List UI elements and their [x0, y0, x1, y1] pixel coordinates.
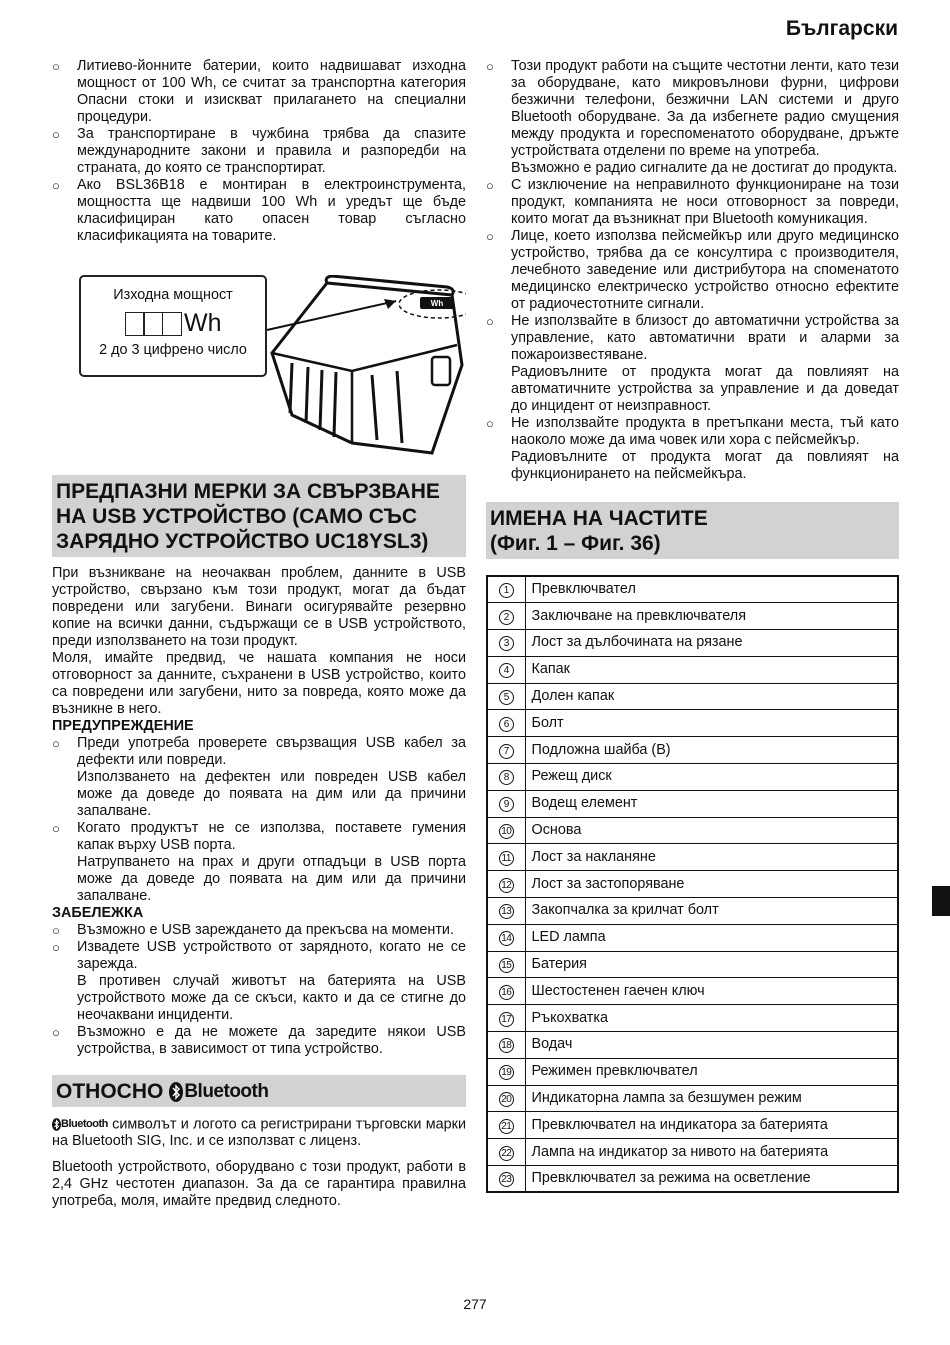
part-number: 14 [499, 931, 514, 946]
part-number-cell [487, 1139, 525, 1166]
bluetooth-logo-small [52, 1116, 108, 1133]
part-number: 2 [499, 610, 514, 625]
section-tab-marker [932, 886, 950, 916]
battery-illustration [232, 275, 466, 465]
bullet-icon: ○ [52, 821, 60, 836]
part-number: 3 [499, 636, 514, 651]
part-name: Превключвател за режима на осветление [525, 1166, 898, 1193]
usb-section-heading: ПРЕДПАЗНИ МЕРКИ ЗА СВЪРЗВАНЕ НА USB УСТРОЙСТВО (САМО СЪС ЗАРЯДНО УСТРОЙСТВО UC18YSL3) [52, 475, 466, 557]
paragraph: При възникване на неочакван проблем, данните в USB устройство, свързано към този продукт, могат да бъдат повредени или загубени. Винаги осигурявайте резервно копие на всички данни, съдържащи се в USB устройството, преди използването на този продукт. [52, 565, 466, 649]
table-row [487, 1139, 898, 1166]
part-number-cell [487, 951, 525, 978]
part-number-cell [487, 1166, 525, 1193]
part-name: Лост за застопоряване [525, 871, 898, 898]
part-number-cell [487, 1112, 525, 1139]
output-label-title: Изходна мощност [113, 287, 233, 303]
list-item-continuation: Възможно е радио сигналите да не достигат до продукта. [511, 160, 898, 176]
part-number: 4 [499, 663, 514, 678]
part-number: 23 [499, 1172, 514, 1187]
part-number: 17 [499, 1012, 514, 1027]
list-item: ○ Възможно е USB зареждането да прекъсва на моменти. [52, 922, 454, 938]
bluetooth-icon [169, 1082, 183, 1102]
part-name: Болт [525, 710, 898, 737]
table-row [487, 764, 898, 791]
wh-unit: Wh [184, 309, 222, 337]
part-name: Батерия [525, 951, 898, 978]
part-name: Водещ елемент [525, 790, 898, 817]
part-number-cell [487, 817, 525, 844]
part-number: 12 [499, 878, 514, 893]
part-number-cell [487, 576, 525, 603]
list-item: ○ Лице, което използва пейсмейкър или друго медицинско устройство, трябва да се консултира с производителя, лечебното заведение или дистрибутора на споменатото медицинско електрическо устройство относно ефектите от радиочестотните сигнали. [486, 228, 899, 312]
part-number: 7 [499, 744, 514, 759]
part-number-cell [487, 844, 525, 871]
table-row [487, 1112, 898, 1139]
part-name: Водач [525, 1032, 898, 1059]
table-row [487, 603, 898, 630]
part-number-cell [487, 710, 525, 737]
part-name: Ръкохватка [525, 1005, 898, 1032]
part-number: 6 [499, 717, 514, 732]
list-item: ○ Преди употреба проверете свързващия USB кабел за дефекти или повреди. [52, 735, 466, 768]
list-item: ○ С изключение на неправилното функциониране на този продукт, компанията не носи отговорност за повреди, които могат да възникнат при Bluetooth комуникация. [486, 177, 899, 227]
list-item: ○ Не използвайте продукта в претъпкани места, тъй като наоколо може да има човек или хора с пейсмейкър. [486, 415, 899, 448]
bullet-icon: ○ [52, 59, 60, 74]
table-row [487, 898, 898, 925]
part-number: 9 [499, 797, 514, 812]
list-item: ○ Когато продуктът не се използва, поставете гумения капак върху USB порта. [52, 820, 466, 853]
output-label-box [79, 275, 267, 377]
table-row [487, 630, 898, 657]
part-number: 13 [499, 904, 514, 919]
part-number-cell [487, 656, 525, 683]
output-power-figure [52, 275, 466, 465]
part-number: 15 [499, 958, 514, 973]
part-name: Закопчалка за крилчат болт [525, 898, 898, 925]
bullet-icon: ○ [486, 416, 494, 431]
paragraph: Моля, имайте предвид, че нашата компания не носи отговорност за данните, съхранени в USB устройство, които са повредени или загубени, нито за повреда, която може да възникне в него. [52, 650, 466, 717]
paragraph: Bluetooth устройството, оборудвано с този продукт, работи в 2,4 GHz честотен диапазон. За да се гарантира правилна употреба, моля, имайте предвид следното. [52, 1159, 466, 1210]
part-name: Капак [525, 656, 898, 683]
part-name: Режещ диск [525, 764, 898, 791]
bullet-icon: ○ [486, 229, 494, 244]
list-item: ○ За транспортиране в чужбина трябва да спазите международните закони и правила и разпоредби на страната, до която се транспортират. [52, 126, 466, 176]
part-name: LED лампа [525, 924, 898, 951]
part-number: 20 [499, 1092, 514, 1107]
table-row [487, 817, 898, 844]
bluetooth-heading-prefix: ОТНОСНО [56, 1080, 164, 1103]
table-row [487, 1058, 898, 1085]
warning-title: ПРЕДУПРЕЖДЕНИЕ [52, 718, 194, 734]
part-name: Индикаторна лампа за безшумен режим [525, 1085, 898, 1112]
table-row [487, 1005, 898, 1032]
part-number: 10 [499, 824, 514, 839]
table-row [487, 656, 898, 683]
list-item-continuation: Натрупването на прах и други отпадъци в USB порта може да доведе до появата на дим или да причини запалване. [77, 854, 466, 904]
part-name: Подложна шайба (B) [525, 737, 898, 764]
bullet-icon: ○ [52, 940, 60, 955]
digit-box [143, 312, 163, 336]
part-number: 22 [499, 1146, 514, 1161]
digit-box [125, 312, 145, 336]
list-item-continuation: Радиовълните от продукта могат да повлияят на автоматичните устройства за управление и да доведат до инцидент от неизправност. [511, 364, 899, 414]
parts-table [486, 575, 899, 1193]
bullet-icon: ○ [52, 923, 60, 938]
bluetooth-logo [169, 1079, 268, 1104]
parts-section-heading [486, 502, 899, 559]
table-row [487, 924, 898, 951]
output-label-note: 2 до 3 цифрено число [99, 342, 247, 358]
part-number-cell [487, 978, 525, 1005]
part-name: Лампа на индикатор за нивото на батерията [525, 1139, 898, 1166]
part-number-cell [487, 764, 525, 791]
part-number: 11 [499, 851, 514, 866]
part-number: 5 [499, 690, 514, 705]
table-row [487, 871, 898, 898]
list-item-continuation: Радиовълните от продукта могат да повлияят на функционирането на пейсмейкъра. [511, 449, 899, 482]
bluetooth-wordmark: Bluetooth [184, 1081, 269, 1102]
bullet-icon: ○ [486, 59, 494, 74]
table-row [487, 844, 898, 871]
table-row [487, 710, 898, 737]
part-number: 18 [499, 1038, 514, 1053]
bullet-icon: ○ [52, 178, 60, 193]
part-number-cell [487, 1058, 525, 1085]
part-number: 21 [499, 1119, 514, 1134]
part-number-cell [487, 924, 525, 951]
bullet-icon: ○ [52, 127, 60, 142]
bullet-icon: ○ [486, 314, 494, 329]
part-name: Лост за накланяне [525, 844, 898, 871]
table-row [487, 1166, 898, 1193]
part-name: Заключване на превключвателя [525, 603, 898, 630]
paragraph: Bluetooth символът и логото са регистрирани търговски марки на Bluetooth SIG, Inc. и се използват с лиценз. [52, 1116, 466, 1150]
table-row [487, 1085, 898, 1112]
digit-box [162, 312, 182, 336]
page-number: 277 [463, 1296, 487, 1312]
part-number: 16 [499, 985, 514, 1000]
table-row [487, 737, 898, 764]
part-number-cell [487, 630, 525, 657]
part-number-cell [487, 898, 525, 925]
bullet-icon: ○ [52, 1025, 60, 1040]
part-number-cell [487, 1005, 525, 1032]
list-item-continuation: В противен случай животът на батерията на USB устройството може да се скъси, както и да се стигне до неочаквани инциденти. [77, 973, 466, 1023]
part-number-cell [487, 871, 525, 898]
bullet-icon: ○ [52, 736, 60, 751]
part-number-cell [487, 603, 525, 630]
list-item: ○ Литиево-йонните батерии, които надвишават изходна мощност от 100 Wh, се считат за транспортна категория Опасни стоки и изискват прилагането на специални процедури. [52, 58, 466, 125]
right-column [486, 58, 899, 1193]
part-number-cell [487, 1032, 525, 1059]
table-row [487, 951, 898, 978]
part-name: Превключвател [525, 576, 898, 603]
part-number: 8 [499, 770, 514, 785]
list-item: ○ Възможно е да не можете да заредите някои USB устройства, в зависимост от типа устройство. [52, 1024, 466, 1057]
table-row [487, 576, 898, 603]
parts-heading-line2: (Фиг. 1 – Фиг. 36) [490, 532, 661, 555]
part-number: 19 [499, 1065, 514, 1080]
part-name: Превключвател на индикатора за батерията [525, 1112, 898, 1139]
part-number-cell [487, 1085, 525, 1112]
list-item-continuation: Използването на дефектен или повреден USB кабел може да доведе до появата на дим или да причини запалване. [77, 769, 466, 819]
left-column [52, 58, 466, 1210]
table-row [487, 790, 898, 817]
note-title: ЗАБЕЛЕЖКА [52, 905, 144, 921]
bluetooth-icon [52, 1118, 61, 1131]
part-name: Основа [525, 817, 898, 844]
part-number-cell [487, 683, 525, 710]
part-number-cell [487, 737, 525, 764]
part-name: Режимен превключвател [525, 1058, 898, 1085]
list-item: ○ Не използвайте в близост до автоматични устройства за управление, като автоматични врати и аларми за пожароизвестяване. [486, 313, 899, 363]
part-name: Долен капак [525, 683, 898, 710]
part-name: Шестостенен гаечен ключ [525, 978, 898, 1005]
bluetooth-section-heading [52, 1075, 466, 1107]
battery-label-text: Wh [430, 299, 444, 308]
table-row [487, 1032, 898, 1059]
list-item: ○ Извадете USB устройството от зарядното, когато не се зарежда. [52, 939, 466, 972]
part-number: 1 [499, 583, 514, 598]
list-item: ○ Този продукт работи на същите честотни ленти, като тези за оборудване, като микровълнови фурни, цифрови безжични телефони, безжични LAN системи и друго Bluetooth оборудване. За да избегнете радио смущения между продукта и гореспоменатото оборудване, дръжте устройствата отделени по време на употреба. [486, 58, 899, 159]
bullet-icon: ○ [486, 178, 494, 193]
table-row [487, 683, 898, 710]
wh-digit-boxes [81, 310, 265, 336]
part-name: Лост за дълбочината на рязане [525, 630, 898, 657]
list-item: ○ Ако BSL36B18 е монтиран в електроинструмента, мощността ще надвиши 100 Wh и уредът ще бъде класифициран като опасен товар съгласно класификацията на товарите. [52, 177, 466, 244]
parts-heading-line1: ИМЕНА НА ЧАСТИТЕ [490, 507, 708, 530]
part-number-cell [487, 790, 525, 817]
bluetooth-wordmark-small: Bluetooth [61, 1118, 108, 1130]
language-header: Български [785, 17, 898, 40]
table-row [487, 978, 898, 1005]
